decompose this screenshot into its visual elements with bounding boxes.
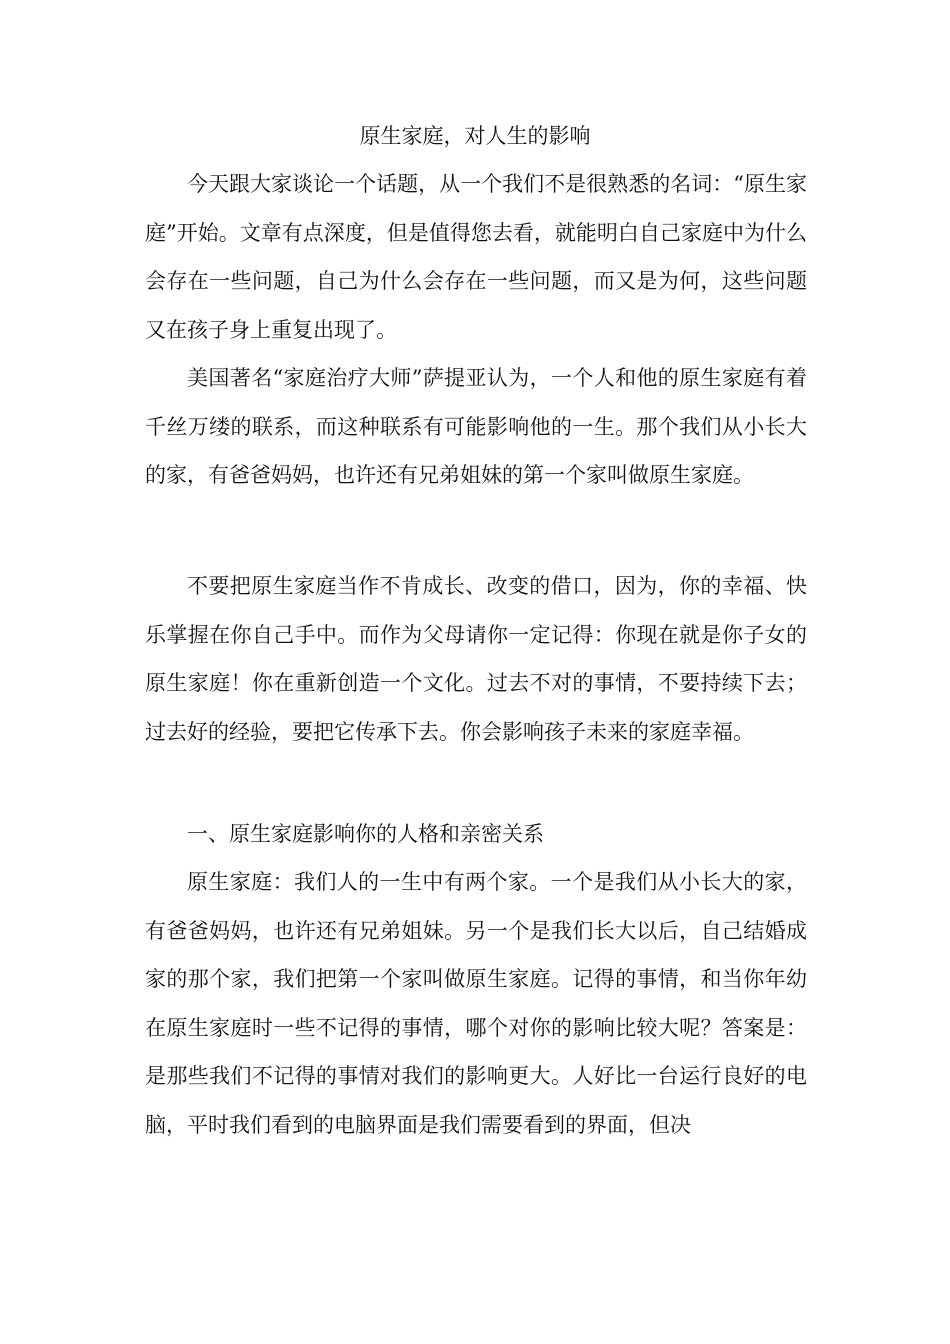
paragraph: 今天跟大家谈论一个话题，从一个我们不是很熟悉的名词：“原生家庭”开始。文章有点深度，但是值得您去看，就能明白自己家庭中为什么会存在一些问题，自己为什么会存在一些问题，而又是为何，这些问题又在孩子身上重复出现了。 — [145, 172, 807, 342]
paragraph: 美国著名“家庭治疗大师”萨提亚认为，一个人和他的原生家庭有着千丝万缕的联系，而这种联系有可能影响他的一生。那个我们从小长大的家，有爸爸妈妈，也许还有兄弟姐妹的第一个家叫做原生家庭。 — [145, 366, 807, 487]
document-title: 原生家庭，对人生的影响 — [359, 124, 591, 148]
section-heading-text: 一、原生家庭影响你的人格和亲密关系 — [187, 822, 544, 846]
section-heading — [145, 810, 807, 859]
paragraph-advice — [145, 562, 807, 756]
paragraph: 原生家庭：我们人的一生中有两个家。一个是我们从小长大的家，有爸爸妈妈，也许还有兄弟姐妹。另一个是我们长大以后，自己结婚成家的那个家，我们把第一个家叫做原生家庭。记得的事情，和当你年幼在原生家庭时一些不记得的事情，哪个对你的影响比较大呢？答案是：是那些我们不记得的事情对我们的影响更大。人好比一台运行良好的电脑，平时我们看到的电脑界面是我们需要看到的界面，但决 — [145, 870, 807, 1137]
paragraph: 不要把原生家庭当作不肯成长、改变的借口，因为，你的幸福、快乐掌握在你自己手中。而作为父母请你一定记得：你现在就是你子女的原生家庭！你在重新创造一个文化。过去不对的事情，不要持续下去；过去好的经验，要把它传承下去。你会影响孩子未来的家庭幸福。 — [145, 574, 807, 744]
paragraph-intro — [145, 160, 807, 354]
paragraph-satir — [145, 354, 807, 500]
paragraph-definition — [145, 858, 807, 1149]
